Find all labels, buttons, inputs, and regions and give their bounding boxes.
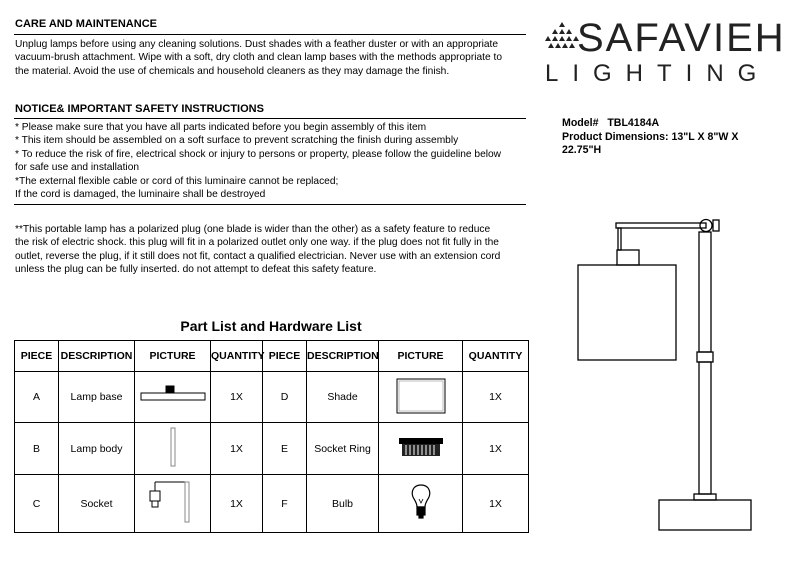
description-cell: Socket — [59, 475, 135, 533]
header-cell: QUANTITY — [463, 341, 529, 372]
lamp-body-icon — [163, 426, 183, 468]
piece-cell: D — [263, 372, 307, 423]
picture-cell — [379, 372, 463, 423]
safety-line: If the cord is damaged, the luminaire shall be destroyed — [15, 189, 266, 201]
description-cell: Lamp body — [59, 423, 135, 475]
picture-cell — [135, 423, 211, 475]
plug-note-line: unless the plug can be fully inserted. do not attempt to defeat this safety feature. — [15, 264, 377, 276]
quantity-cell: 1X — [211, 475, 263, 533]
care-line: Unplug lamps before using any cleaning solutions. Dust shades with a feather duster or with an appropriate — [15, 39, 499, 50]
safety-bottom-divider — [14, 204, 526, 205]
care-divider — [14, 34, 526, 35]
safety-text — [15, 121, 501, 201]
quantity-cell: 1X — [463, 475, 529, 533]
header-cell: DESCRIPTION — [307, 341, 379, 372]
quantity-cell: 1X — [463, 372, 529, 423]
plug-note — [15, 223, 500, 277]
picture-cell — [135, 475, 211, 533]
plug-note-line: **This portable lamp has a polarized plug (one blade is wider than the other) as a safety feature to reduce — [15, 224, 491, 235]
socket-ring-icon — [397, 434, 445, 460]
lamp-illustration — [570, 210, 800, 540]
plug-note-line: outlet, reverse the plug, if it still does not fit, contact a qualified electrician. Never use with an extension cord — [15, 250, 501, 262]
header-cell: DESCRIPTION — [59, 341, 135, 372]
lamp-base-icon — [138, 381, 208, 411]
quantity-cell: 1X — [463, 423, 529, 475]
care-heading: CARE AND MAINTENANCE — [15, 18, 157, 30]
header-cell: PICTURE — [135, 341, 211, 372]
quantity-cell: 1X — [211, 423, 263, 475]
care-line: the material. Avoid the use of chemicals and household cleaners as they may damage the finish. — [15, 65, 450, 77]
safety-line: *The external flexible cable or cord of this luminaire cannot be replaced; — [15, 175, 339, 187]
description-cell: Socket Ring — [307, 423, 379, 475]
piece-cell: C — [15, 475, 59, 533]
piece-cell: E — [263, 423, 307, 475]
safety-line: * To reduce the risk of fire, electrical shock or injury to persons or property, please follow the guideline below — [15, 148, 502, 160]
plug-note-line: the risk of electric shock. this plug will fit in a polarized outlet only one way. if the plug does not fit fully in the — [15, 237, 499, 249]
quantity-cell: 1X — [211, 372, 263, 423]
table-row — [15, 372, 529, 423]
care-text — [15, 38, 502, 78]
product-dimensions-cont: 22.75"H — [562, 144, 602, 156]
safety-line: * Please make sure that you have all parts indicated before you begin assembly of this item — [15, 122, 427, 133]
safety-line: for safe use and installation — [15, 162, 140, 174]
parts-table — [14, 340, 529, 533]
model-info — [562, 117, 738, 158]
safety-line: * This item should be assembled on a soft surface to prevent scratching the finish during assembly — [15, 135, 459, 147]
picture-cell — [135, 372, 211, 423]
piece-cell: F — [263, 475, 307, 533]
picture-cell — [379, 423, 463, 475]
model-number: Model# TBL4184A — [562, 117, 660, 129]
table-header-row — [15, 341, 529, 372]
piece-cell: A — [15, 372, 59, 423]
safety-heading: NOTICE& IMPORTANT SAFETY INSTRUCTIONS — [15, 103, 264, 115]
description-cell: Shade — [307, 372, 379, 423]
socket-icon — [145, 477, 201, 527]
product-dimensions: Product Dimensions: 13"L X 8"W X — [562, 130, 739, 143]
header-cell: QUANTITY — [211, 341, 263, 372]
header-cell: PIECE — [263, 341, 307, 372]
header-cell: PIECE — [15, 341, 59, 372]
table-row — [15, 423, 529, 475]
piece-cell: B — [15, 423, 59, 475]
description-cell: Lamp base — [59, 372, 135, 423]
description-cell: Bulb — [307, 475, 379, 533]
care-line: vacuum-brush attachment. Wipe with a soft, dry cloth and clean lamp bases with the methods appropriate to — [15, 52, 502, 64]
parts-table-title: Part List and Hardware List — [180, 318, 362, 334]
safety-divider — [14, 118, 526, 119]
logo-subtitle: LIGHTING — [545, 60, 771, 87]
bulb-icon — [408, 482, 434, 522]
picture-cell — [379, 475, 463, 533]
table-row — [15, 475, 529, 533]
shade-icon — [395, 377, 447, 415]
logo-wordmark: SAFAVIEH — [577, 16, 786, 60]
header-cell: PICTURE — [379, 341, 463, 372]
